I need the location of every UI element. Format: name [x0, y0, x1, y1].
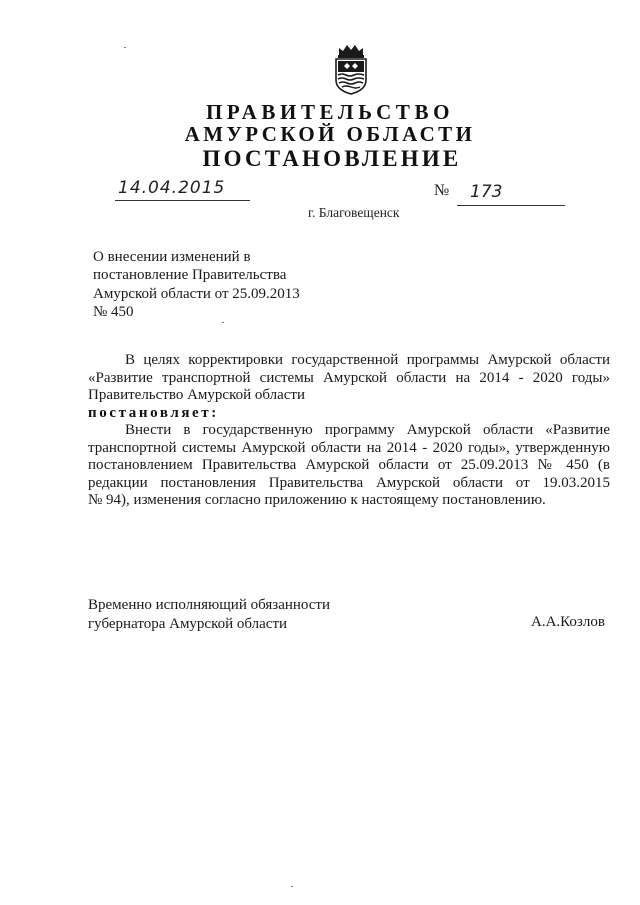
signatory-title-line: Временно исполняющий обязанности — [88, 597, 331, 613]
subject-line: № 450 — [93, 304, 134, 321]
signatory-name: А.А.Козлов — [531, 614, 605, 630]
number-underline — [457, 205, 565, 206]
resolves-heading: постановляет: — [88, 405, 219, 421]
body-line: постановлением Правительства Амурской области от 25.09.2013 № 450 (в — [88, 457, 610, 474]
city-name: г. Благовещенск — [308, 205, 400, 220]
preamble-line: «Развитие транспортной системы Амурской области на 2014 - 2020 годы» — [88, 369, 610, 386]
signatory-title — [88, 596, 330, 633]
body-line: Внести в государственную программу Амурской области «Развитие — [125, 422, 610, 438]
body-line: № 94), изменения согласно приложению к настоящему постановлению. — [88, 492, 546, 509]
body-line: редакции постановления Правительства Амурской области от 19.03.2015 — [88, 474, 610, 491]
decree-title: ПОСТАНОВЛЕНИЕ — [202, 146, 462, 171]
decree-date: 14.04.2015 — [118, 178, 226, 198]
preamble-line: Правительство Амурской области — [88, 387, 306, 404]
coat-of-arms-emblem — [329, 42, 373, 96]
preamble-line: В целях корректировки государственной программы Амурской области — [125, 352, 610, 368]
preamble-paragraph — [88, 352, 610, 405]
region-title: АМУРСКОЙ ОБЛАСТИ — [184, 122, 476, 146]
scan-speck — [222, 322, 224, 323]
body-paragraph — [88, 422, 610, 510]
scan-speck — [124, 47, 126, 48]
signatory-title-line: губернатора Амурской области — [88, 615, 288, 632]
government-title: ПРАВИТЕЛЬСТВО — [205, 100, 455, 124]
decree-subject — [93, 248, 333, 322]
decree-number: 173 — [470, 182, 503, 202]
subject-line: постановление Правительства — [93, 267, 287, 284]
subject-line: Амурской области от 25.09.2013 — [93, 285, 300, 302]
body-line: транспортной системы Амурской области на 2014 - 2020 годы», утвержденную — [88, 439, 610, 456]
subject-line: О внесении изменений в — [93, 249, 251, 265]
scan-speck — [291, 886, 293, 887]
date-underline — [115, 200, 250, 201]
number-label: № — [434, 182, 450, 199]
